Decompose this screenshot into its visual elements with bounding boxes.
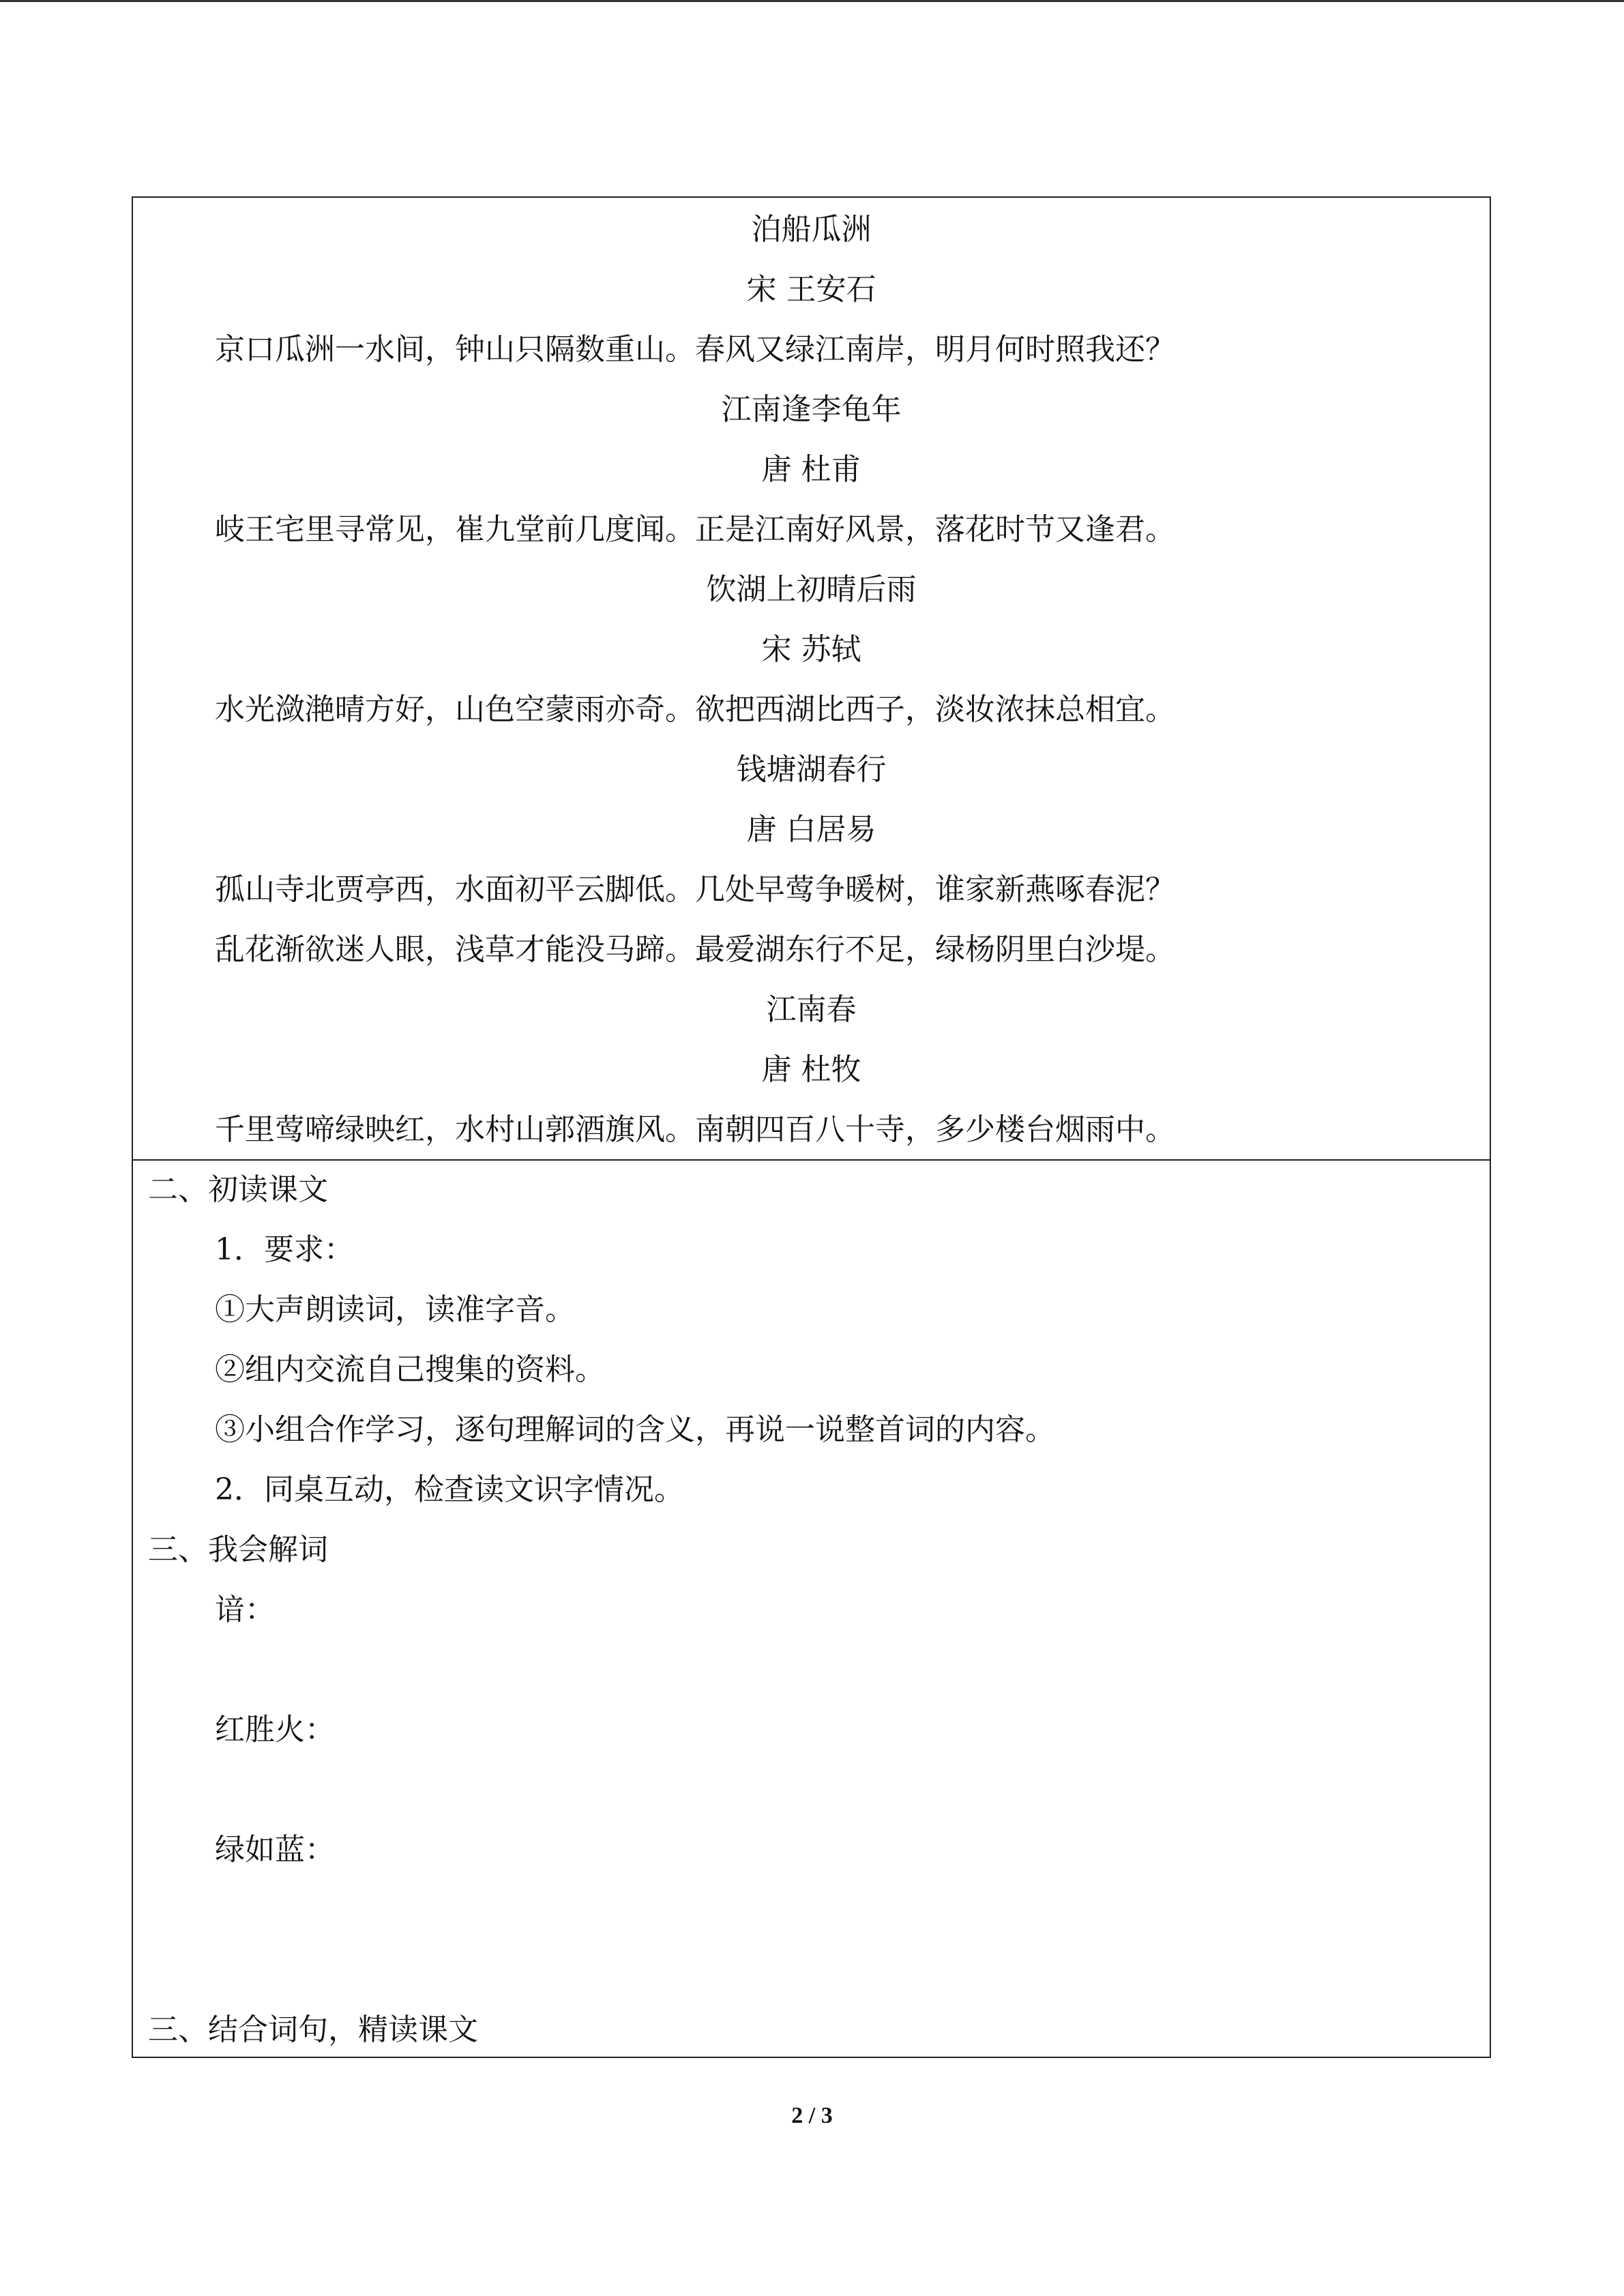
page-top-rule — [0, 0, 1624, 2]
poem-5-title: 江南春 — [766, 992, 857, 1027]
lesson-table — [132, 196, 1491, 2058]
section-2-item-2: 2．同桌互动，检查读文识字情况。 — [215, 1472, 684, 1507]
page-number: 2 / 3 — [791, 2103, 833, 2128]
section-4-heading: 三、结合词句，精读课文 — [148, 2012, 478, 2047]
section-2-requirement-3: ③小组合作学习，逐句理解词的含义，再说一说整首词的内容。 — [215, 1412, 1055, 1447]
poem-1-line-1: 京口瓜洲一水间，钟山只隔数重山。春风又绿江南岸，明月何时照我还？ — [215, 332, 1175, 367]
section-2-heading: 二、初读课文 — [148, 1172, 328, 1207]
table-row-divider — [133, 1159, 1490, 1161]
poem-3-author: 宋 苏轼 — [761, 632, 861, 667]
poem-5-author: 唐 杜牧 — [761, 1052, 861, 1087]
poem-1-title: 泊船瓜洲 — [751, 212, 872, 247]
section-2-requirement-1: ①大声朗读词，读准字音。 — [215, 1292, 575, 1327]
section-3-heading: 三、我会解词 — [148, 1532, 328, 1567]
poem-3-line-1: 水光潋滟晴方好，山色空蒙雨亦奇。欲把西湖比西子，淡妆浓抹总相宜。 — [215, 692, 1175, 727]
poem-3-title: 饮湖上初晴后雨 — [706, 572, 917, 607]
term-an: 谙： — [215, 1592, 275, 1627]
poem-4-title: 钱塘湖春行 — [736, 752, 887, 787]
term-lv-ru-lan: 绿如蓝： — [215, 1832, 335, 1867]
poem-1-author: 宋 王安石 — [746, 272, 876, 307]
term-hong-sheng-huo: 红胜火： — [215, 1712, 335, 1747]
poem-4-line-2: 乱花渐欲迷人眼，浅草才能没马蹄。最爱湖东行不足，绿杨阴里白沙堤。 — [215, 932, 1175, 967]
poem-2-line-1: 岐王宅里寻常见，崔九堂前几度闻。正是江南好风景，落花时节又逢君。 — [215, 512, 1175, 547]
poem-2-author: 唐 杜甫 — [761, 452, 861, 487]
poem-5-line-1: 千里莺啼绿映红，水村山郭酒旗风。南朝四百八十寺，多少楼台烟雨中。 — [215, 1112, 1175, 1147]
poem-4-line-1: 孤山寺北贾亭西，水面初平云脚低。几处早莺争暖树，谁家新燕啄春泥？ — [215, 872, 1175, 907]
poem-2-title: 江南逢李龟年 — [721, 392, 902, 427]
poem-4-author: 唐 白居易 — [746, 812, 876, 847]
section-2-requirement-2: ②组内交流自己搜集的资料。 — [215, 1352, 605, 1387]
section-2-requirement-label: 1．要求： — [215, 1232, 354, 1267]
